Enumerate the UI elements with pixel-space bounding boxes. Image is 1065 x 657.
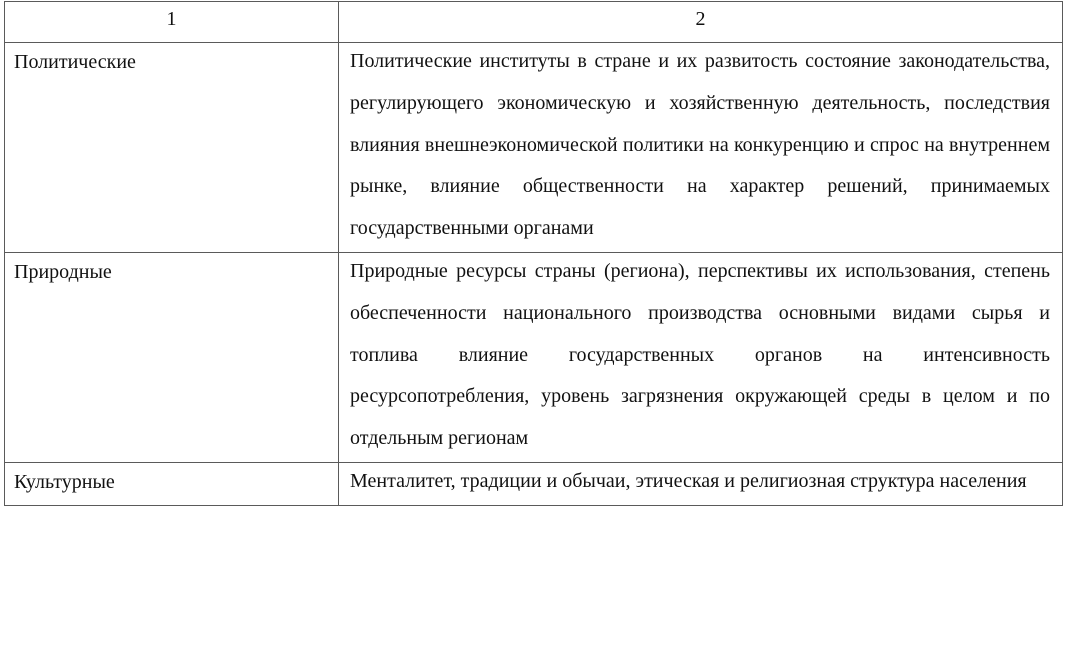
factor-description-cell bbox=[339, 462, 1063, 505]
factor-description-cell bbox=[339, 252, 1063, 462]
table-row-political bbox=[5, 43, 1063, 253]
factor-description-text: Природные ресурсы страны (региона), перспективы их использования, степень обеспеченности национального производства основными видами сырья и топлива влияние государственных органов на интенсивность ресурсопотребления, уровень загрязнения окружающей среды в целом и по отдельным регионам bbox=[350, 259, 1050, 450]
factor-description-text: Менталитет, традиции и обычаи, этическая и религиозная структура населения bbox=[350, 469, 1027, 492]
column-number-2: 2 bbox=[339, 2, 1063, 43]
factor-description-text: Политические институты в стране и их развитость состояние законодательства, регулирующего экономическую и хозяйственную деятельность, последствия влияния внешнеэкономической политики на конкуренцию и спрос на внутреннем рынке, влияние общественности на характер решений, принимаемых государственными органами bbox=[350, 50, 1050, 240]
factor-description-cell bbox=[339, 43, 1063, 253]
table-header-row bbox=[5, 2, 1063, 43]
factor-name-cell: Политические bbox=[5, 43, 339, 253]
factor-name-cell: Природные bbox=[5, 252, 339, 462]
factor-name-cell: Культурные bbox=[5, 462, 339, 505]
column-number-1: 1 bbox=[5, 2, 339, 43]
factors-table bbox=[4, 1, 1063, 506]
table-row-cultural bbox=[5, 462, 1063, 505]
table-row-natural bbox=[5, 252, 1063, 462]
